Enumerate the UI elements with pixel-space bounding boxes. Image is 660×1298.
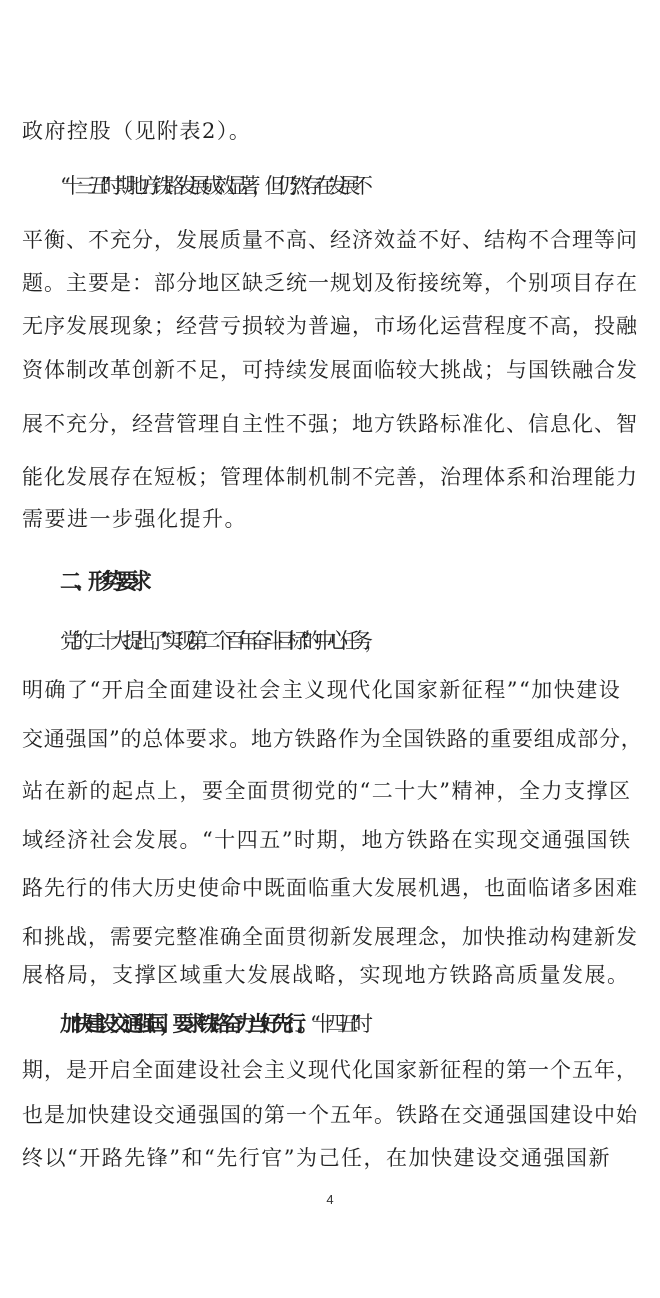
line-continuation: “十四五”时	[310, 1012, 365, 1036]
paragraph-line: “十三五”时期地方铁路发展成效显著，但仍然存在发展不	[60, 174, 365, 198]
paragraph-line: 终以“开路先锋”和“先行官”为己任，在加快建设交通强国新	[22, 1146, 611, 1170]
paragraph-line: 展格局，支撑区域重大发展战略，实现地方铁路高质量发展。	[22, 963, 630, 987]
bold-lead-sentence: 加快建设交通强国，要求铁路奋力当好先行。	[60, 1011, 310, 1036]
paragraph-line: 题。主要是：部分地区缺乏统一规划及衔接统筹，个别项目存在	[22, 271, 638, 295]
paragraph-line: 也是加快建设交通强国的第一个五年。铁路在交通强国建设中始	[22, 1103, 638, 1127]
page-number: 4	[326, 1192, 334, 1207]
paragraph-line: 资体制改革创新不足，可持续发展面临较大挑战；与国铁融合发	[22, 358, 638, 382]
section-heading: 二、形势要求	[60, 569, 145, 595]
paragraph-line: 域经济社会发展。“十四五”时期，地方铁路在实现交通强国铁	[22, 828, 632, 852]
paragraph-line: 路先行的伟大历史使命中既面临重大发展机遇，也面临诸多困难	[22, 876, 638, 900]
paragraph-line: 无序发展现象；经营亏损较为普遍，市场化运营程度不高，投融	[22, 314, 638, 338]
paragraph-line: 交通强国”的总体要求。地方铁路作为全国铁路的重要组成部分，	[22, 727, 643, 751]
paragraph-line: 党的二十大提出了“实现第二个百年奋斗目标”的中心任务，	[60, 629, 377, 653]
paragraph-line: 站在新的起点上，要全面贯彻党的“二十大”精神，全力支撑区	[22, 779, 632, 803]
paragraph-line: 政府控股（见附表2）。	[22, 119, 252, 143]
paragraph-line: 展不充分，经营管理自主性不强；地方铁路标准化、信息化、智	[22, 412, 638, 436]
paragraph-line: 需要进一步强化提升。	[22, 507, 247, 531]
paragraph-line: 明确了“开启全面建设社会主义现代化国家新征程”“加快建设	[22, 678, 622, 702]
paragraph-line: 期，是开启全面建设社会主义现代化国家新征程的第一个五年，	[22, 1058, 638, 1082]
paragraph-line: 能化发展存在短板；管理体制机制不完善，治理体系和治理能力	[22, 465, 638, 489]
paragraph-line: 平衡、不充分，发展质量不高、经济效益不好、结构不合理等问	[22, 228, 638, 252]
paragraph-line	[60, 1010, 660, 1038]
paragraph-line: 和挑战，需要完整准确全面贯彻新发展理念，加快推动构建新发	[22, 925, 638, 949]
